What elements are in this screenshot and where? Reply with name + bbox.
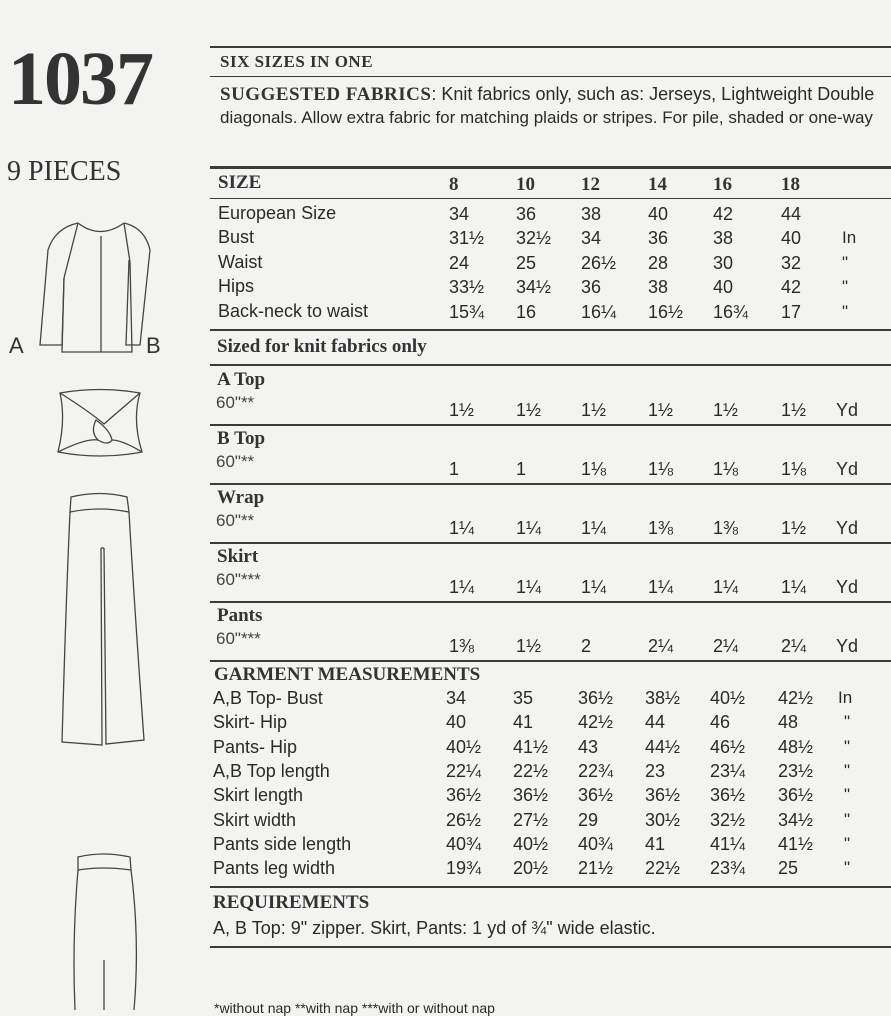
garment-measure-value: 29: [578, 809, 599, 830]
unit-label: Yd: [836, 459, 859, 479]
sizes-rule: [210, 76, 891, 77]
size-column-header: 16: [713, 174, 732, 195]
garment-measure-value: 42½: [778, 688, 814, 708]
knit-heading: Sized for knit fabrics only: [217, 336, 427, 357]
yardage-view-name: B Top: [217, 428, 266, 449]
view-a-label: A: [9, 333, 24, 358]
body-measure-value: 26½: [581, 252, 617, 273]
unit-label: ": [842, 277, 849, 297]
body-measure-label: Bust: [218, 227, 255, 248]
garment-measure-value: 40½: [446, 736, 482, 757]
garment-measure-value: 22½: [513, 760, 549, 781]
unit-label: ": [842, 252, 849, 272]
body-measure-value: 34: [581, 228, 602, 249]
yardage-value: 1½: [516, 400, 542, 420]
view-b-label: B: [146, 333, 161, 358]
garment-illustrations: [0, 0, 210, 1010]
garment-measure-label: Skirt- Hip: [213, 712, 288, 733]
body-measure-value: 38: [648, 277, 669, 298]
unit-label: ": [842, 301, 849, 321]
garment-measure-value: 48½: [778, 736, 814, 757]
body-measure-value: 42: [781, 277, 802, 298]
table-rule: [210, 946, 891, 948]
body-measure-value: 16¼: [581, 301, 617, 322]
body-measure-value: 28: [648, 252, 669, 273]
fabrics-text: : Knit fabrics only, such as: Jerseys, Lightweight Double: [431, 84, 875, 104]
garment-measure-value: 36½: [778, 785, 814, 806]
body-measure-value: 33½: [449, 277, 485, 298]
garment-measure-value: 41: [513, 712, 534, 733]
garment-measure-value: 38½: [645, 688, 681, 708]
yardage-view-name: Skirt: [217, 546, 259, 567]
garment-measure-value: 40¾: [446, 833, 482, 854]
yardage-value: 1: [516, 459, 527, 479]
garment-measure-value: 40½: [710, 688, 746, 708]
garment-measure-value: 36½: [578, 785, 614, 806]
yardage-value: 1¼: [781, 577, 807, 597]
garment-measure-value: 34½: [778, 809, 814, 830]
garment-measure-value: 23½: [778, 760, 814, 781]
garment-measure-value: 23¾: [710, 858, 746, 879]
fabrics-heading: SUGGESTED FABRICS: [220, 84, 432, 105]
yardage-value: 2¼: [781, 636, 807, 656]
body-measure-value: 42: [713, 204, 734, 224]
size-column-header: 8: [449, 174, 459, 195]
body-measure-value: 40: [781, 228, 802, 249]
garment-measure-label: Pants side length: [213, 833, 352, 854]
garment-measure-value: 40: [446, 712, 467, 733]
yardage-value: 1¼: [648, 577, 674, 597]
table-rule: [210, 886, 891, 888]
unit-label: Yd: [836, 636, 859, 656]
table-rule: [210, 424, 891, 426]
garment-measure-value: 36½: [645, 785, 681, 806]
garment-measure-value: 36½: [513, 785, 549, 806]
top-sketch: [40, 223, 150, 352]
garment-measure-value: 20½: [513, 858, 549, 879]
garment-measure-value: 36½: [578, 688, 614, 708]
unit-label: Yd: [836, 577, 859, 597]
fabric-width: 60"***: [216, 570, 261, 589]
garment-measure-label: Pants- Hip: [213, 736, 298, 757]
body-measure-value: 34½: [516, 277, 552, 298]
yardage-value: 1⅛: [581, 459, 607, 479]
unit-label: In: [838, 688, 853, 707]
table-rule: [210, 483, 891, 485]
body-measure-value: 25: [516, 252, 537, 273]
body-measure-value: 15¾: [449, 301, 485, 322]
yardage-value: 1¼: [581, 518, 607, 538]
garment-measure-value: 48: [778, 712, 799, 733]
size-column-header: 14: [648, 174, 667, 195]
unit-label: ": [844, 785, 851, 805]
garment-measure-label: Skirt width: [213, 809, 297, 830]
yardage-value: 1¼: [516, 518, 542, 538]
unit-label: ": [844, 712, 851, 732]
body-measure-value: 30: [713, 252, 734, 273]
requirements-heading: REQUIREMENTS: [213, 892, 370, 913]
body-measure-value: 38: [581, 204, 602, 224]
yardage-value: 2¼: [648, 636, 674, 656]
yardage-value: 2¼: [713, 636, 739, 656]
top-rule: [210, 46, 891, 48]
yardage-value: 1⅜: [449, 636, 475, 656]
wide-pants-sketch: [62, 494, 144, 746]
body-measure-label: European Size: [218, 203, 337, 223]
yardage-value: 1⅜: [648, 518, 674, 538]
sizes-heading: SIX SIZES IN ONE: [220, 52, 374, 71]
body-measure-value: 40: [648, 204, 669, 224]
yardage-value: 1⅜: [713, 518, 739, 538]
yardage-value: 1⅛: [713, 459, 739, 479]
body-measure-value: 36: [581, 277, 602, 298]
fabrics-line-2: diagonals. Allow extra fabric for matching plaids or stripes. For pile, shaded or one-way: [220, 108, 873, 127]
garment-measure-value: 23¼: [710, 760, 746, 781]
body-measure-value: 32½: [516, 228, 552, 249]
fabric-width: 60"**: [216, 393, 255, 412]
unit-label: In: [842, 228, 857, 248]
yardage-view-name: Wrap: [217, 487, 265, 508]
wrap-sketch: [58, 390, 142, 457]
garment-measure-value: 44½: [645, 736, 681, 757]
table-rule: [210, 660, 891, 662]
unit-label: Yd: [836, 400, 859, 420]
garment-measure-value: 26½: [446, 809, 482, 830]
unit-label: ": [844, 736, 851, 756]
yardage-value: 1½: [449, 400, 475, 420]
body-measure-label: Back-neck to waist: [218, 300, 369, 321]
garment-measure-value: 35: [513, 688, 534, 708]
body-measure-value: 24: [449, 252, 470, 273]
yardage-value: 1½: [781, 400, 807, 420]
body-measure-value: 36: [648, 228, 669, 249]
narrow-pants-sketch: [74, 854, 136, 1010]
garment-measure-label: Pants leg width: [213, 858, 336, 879]
garment-measure-value: 41: [645, 833, 666, 854]
yardage-value: 1½: [713, 400, 739, 420]
garment-measure-value: 40½: [513, 833, 549, 854]
body-measure-label: Waist: [218, 251, 263, 272]
garment-measure-value: 25: [778, 858, 799, 879]
yardage-value: 1¼: [449, 518, 475, 538]
garment-measure-value: 34: [446, 688, 467, 708]
yardage-view-name: A Top: [217, 369, 266, 390]
body-measure-value: 16½: [648, 301, 684, 322]
body-measure-value: 16: [516, 301, 537, 322]
garment-measure-value: 41½: [778, 833, 814, 854]
garment-measure-value: 46½: [710, 736, 746, 757]
body-measure-value: 40: [713, 277, 734, 298]
size-column-header: 12: [581, 174, 600, 195]
fabric-width: 60"**: [216, 452, 255, 471]
garment-measure-value: 21½: [578, 858, 614, 879]
size-header: SIZE: [218, 172, 262, 193]
garment-measure-value: 23: [645, 760, 666, 781]
footnote: *without nap **with nap ***with or without nap: [214, 1000, 495, 1016]
garment-measure-value: 44: [645, 712, 666, 733]
table-rule: [210, 542, 891, 544]
body-measure-value: 36: [516, 204, 537, 224]
garment-measure-value: 22½: [645, 858, 681, 879]
size-table-top-rule: [210, 166, 891, 169]
yardage-value: 2: [581, 636, 592, 656]
body-measure-label: Hips: [218, 276, 255, 297]
pieces-count: 9 PIECES: [7, 156, 122, 187]
size-column-header: 10: [516, 174, 535, 195]
unit-label: ": [844, 760, 851, 780]
table-rule: [210, 329, 891, 331]
garment-measure-value: 36½: [710, 785, 746, 806]
body-measure-value: 34: [449, 204, 470, 224]
garment-measure-value: 27½: [513, 809, 549, 830]
body-measure-value: 17: [781, 301, 802, 322]
garment-measure-value: 30½: [645, 809, 681, 830]
yardage-value: 1¼: [449, 577, 475, 597]
garment-measure-value: 22¼: [446, 760, 482, 781]
unit-label: ": [844, 833, 851, 853]
table-rule: [210, 198, 891, 199]
garment-measure-value: 41½: [513, 736, 549, 757]
unit-label: Yd: [836, 518, 859, 538]
fabrics-line-1: [220, 84, 874, 106]
garment-measure-value: 22¾: [578, 760, 614, 781]
body-measure-value: 44: [781, 204, 802, 224]
unit-label: ": [844, 858, 851, 878]
garment-measure-label: A,B Top length: [213, 760, 330, 781]
yardage-value: 1⅛: [648, 459, 674, 479]
garment-measure-value: 40¾: [578, 833, 614, 854]
requirements-text: A, B Top: 9" zipper. Skirt, Pants: 1 yd of ¾" wide elastic.: [213, 918, 656, 938]
body-measure-value: 38: [713, 228, 734, 249]
yardage-value: 1⅛: [781, 459, 807, 479]
yardage-view-name: Pants: [217, 605, 263, 626]
body-measure-value: 16¾: [713, 301, 749, 322]
yardage-value: 1¼: [713, 577, 739, 597]
fabric-width: 60"**: [216, 511, 255, 530]
garment-measure-value: 43: [578, 736, 599, 757]
body-measure-value: 32: [781, 252, 802, 273]
garment-measure-value: 42½: [578, 712, 614, 733]
garment-measure-value: 19¾: [446, 858, 482, 879]
table-rule: [210, 601, 891, 603]
size-column-header: 18: [781, 174, 800, 195]
yardage-value: 1¼: [516, 577, 542, 597]
table-rule: [210, 364, 891, 366]
garment-measure-label: A,B Top- Bust: [213, 688, 323, 708]
yardage-value: 1½: [516, 636, 542, 656]
yardage-value: 1: [449, 459, 460, 479]
garment-measure-value: 32½: [710, 809, 746, 830]
yardage-value: 1½: [648, 400, 674, 420]
yardage-value: 1½: [581, 400, 607, 420]
pattern-number: 1037: [8, 37, 152, 121]
garment-measurements-heading: GARMENT MEASUREMENTS: [214, 664, 481, 685]
garment-measure-value: 41¼: [710, 833, 746, 854]
fabric-width: 60"***: [216, 629, 261, 648]
garment-measure-value: 46: [710, 712, 731, 733]
garment-measure-value: 36½: [446, 785, 482, 806]
body-measure-value: 31½: [449, 228, 485, 249]
garment-measure-label: Skirt length: [213, 785, 304, 806]
unit-label: ": [844, 809, 851, 829]
yardage-value: 1½: [781, 518, 807, 538]
yardage-value: 1¼: [581, 577, 607, 597]
